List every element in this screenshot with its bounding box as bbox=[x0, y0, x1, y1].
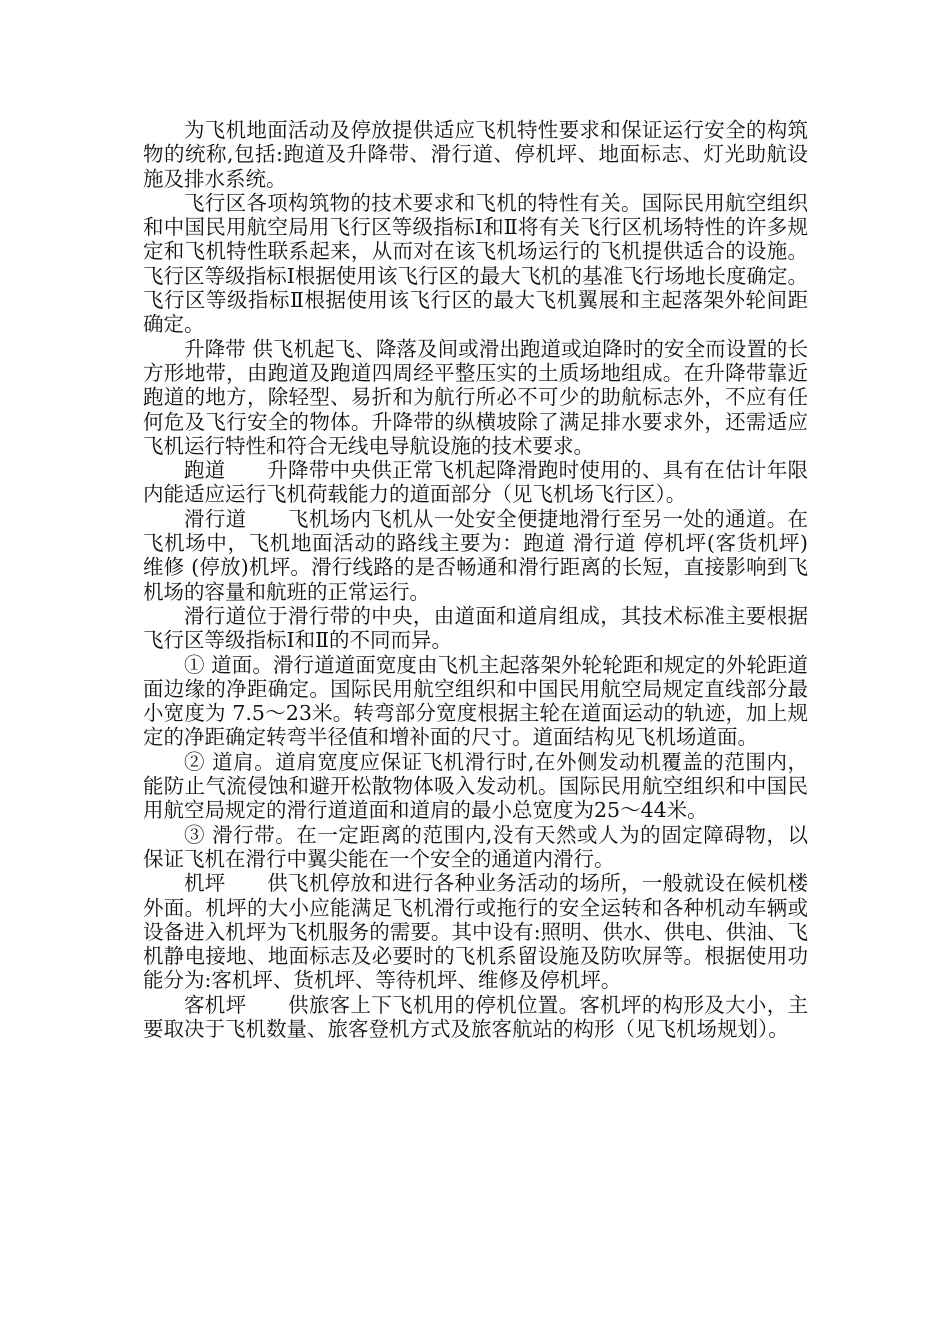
paragraph-airfield-definition: 为飞机地面活动及停放提供适应飞机特性要求和保证运行安全的构筑物的统称,包括:跑道及升降带、滑行道、停机坪、地面标志、灯光助航设施及排水系统。 bbox=[143, 118, 808, 191]
paragraph-taxiway-position: 滑行道位于滑行带的中央，由道面和道肩组成，其技术标准主要根据飞行区等级指标Ⅰ和Ⅱ的不同而异。 bbox=[143, 603, 808, 653]
paragraph-runway: 跑道 升降带中央供正常飞机起降滑跑时使用的、具有在估计年限内能适应运行飞机荷载能力的道面部分（见飞机场飞行区）。 bbox=[143, 458, 808, 507]
paragraph-runway-strip: 升降带 供飞机起飞、降落及间或滑出跑道或迫降时的安全而设置的长方形地带，由跑道及跑道四周经平整压实的土质场地组成。在升降带靠近跑道的地方，除轻型、易折和为航行所必不可少的助航标志外，不应有任何危及飞行安全的物体。升降带的纵横坡除了满足排水要求外，还需适应飞机运行特性和符合无线电导航设施的技术要求。 bbox=[143, 336, 808, 458]
paragraph-taxiway: 滑行道 飞机场内飞机从一处安全便捷地滑行至另一处的通道。在飞机场中，飞机地面活动的路线主要为：跑道 滑行道 停机坪(客货机坪) 维修 (停放)机坪。滑行线路的是否畅通和滑行距离的长短，直接影响到飞机场的容量和航班的正常运行。 bbox=[143, 506, 808, 604]
paragraph-apron: 机坪 供飞机停放和进行各种业务活动的场所，一般就设在候机楼外面。机坪的大小应能满足飞机滑行或拖行的安全运转和各种机动车辆或设备进入机坪为飞机服务的需要。其中设有:照明、供水、供电、供油、飞机静电接地、地面标志及必要时的飞机系留设施及防吹屏等。根据使用功能分为:客机坪、货机坪、等待机坪、维修及停机坪。 bbox=[143, 871, 808, 993]
paragraph-taxiway-strip: ③ 滑行带。在一定距离的范围内,没有天然或人为的固定障碍物，以保证飞机在滑行中翼尖能在一个安全的通道内滑行。 bbox=[143, 822, 808, 871]
paragraph-passenger-apron: 客机坪 供旅客上下飞机用的停机位置。客机坪的构形及大小，主要取决于飞机数量、旅客登机方式及旅客航站的构形（见飞机场规划）。 bbox=[143, 992, 808, 1041]
document-body bbox=[143, 118, 808, 1041]
paragraph-airfield-code: 飞行区各项构筑物的技术要求和飞机的特性有关。国际民用航空组织和中国民用航空局用飞行区等级指标Ⅰ和Ⅱ将有关飞行区机场特性的许多规定和飞机特性联系起来，从而对在该飞机场运行的飞机提供适合的设施。飞行区等级指标Ⅰ根据使用该飞行区的最大飞机的基准飞行场地长度确定。飞行区等级指标Ⅱ根据使用该飞行区的最大飞机翼展和主起落架外轮间距确定。 bbox=[143, 190, 808, 337]
paragraph-shoulder: ② 道肩。道肩宽度应保证飞机滑行时,在外侧发动机覆盖的范围内，能防止气流侵蚀和避开松散物体吸入发动机。国际民用航空组织和中国民用航空局规定的滑行道道面和道肩的最小总宽度为25～44米。 bbox=[143, 749, 808, 823]
paragraph-pavement: ① 道面。滑行道道面宽度由飞机主起落架外轮轮距和规定的外轮距道面边缘的净距确定。国际民用航空组织和中国民用航空局规定直线部分最小宽度为 7.5～23米。转弯部分宽度根据主轮在道面运动的轨迹，加上规定的净距确定转弯半径值和增补面的尺寸。道面结构见飞机场道面。 bbox=[143, 652, 808, 750]
